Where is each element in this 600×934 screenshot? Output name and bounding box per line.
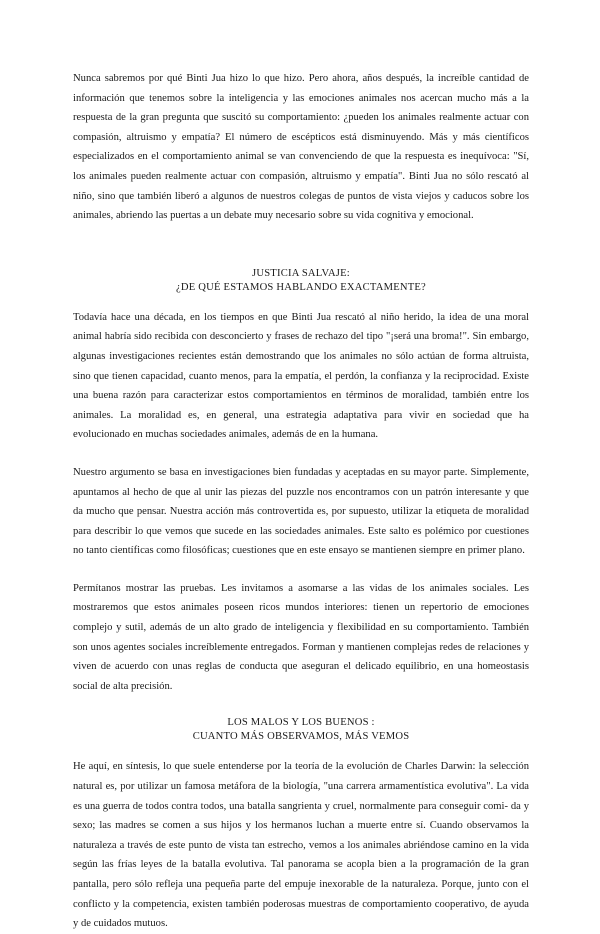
paragraph-pruebas: Permítanos mostrar las pruebas. Les invitamos a asomarse a las vidas de los animales sociales. Les mostraremos que estos animales poseen ricos mundos interiores: tienen un repertorio de emociones complejo y sutil, además de un alto grado de inteligencia y flexibilidad en su comportamiento. También son unos agentes sociales increíblemente entregados. Forman y mantienen complejas redes de relaciones y viven de acuerdo con unas reglas de conducta que aseguran el delicado equilibrio, en una homeostasis social de alta precisión. [73,582,529,692]
section-heading-line-1: JUSTICIA SALVAJE: [252,267,350,279]
section-heading-line-2: ¿DE QUÉ ESTAMOS HABLANDO EXACTAMENTE? [176,281,426,293]
section-heading-line-1: LOS MALOS Y LOS BUENOS : [227,717,375,729]
paragraph-intro: Nunca sabremos por qué Binti Jua hizo lo que hizo. Pero ahora, años después, la increíble cantidad de información que tenemos sobre la inteligencia y las emociones animales nos acercan mucho más a la respuesta de la gran pregunta que suscitó su comportamiento: ¿pueden los animales realmente actuar con compasión, altruismo y empatía? El número de escépticos está disminuyendo. Más y más científicos especializados en el comportamiento animal se van convenciendo de que la respuesta es inequívoca: "Sí, los animales pueden realmente actuar con compasión, altruismo y empatía". Binti Jua no sólo rescató al niño, sino que también liberó a algunos de nuestros colegas de puntos de vista viejos y caducos sobre los animales, abriendo las puertas a un debate muy necesario sobre su vida cognitiva y emocional. [73,73,529,222]
section-heading-line-2: CUANTO MÁS OBSERVAMOS, MÁS VEMOS [192,731,410,743]
paragraph-darwin: He aquí, en síntesis, lo que suele entenderse por la teoría de la evolución de Charles Darwin: la selección natural es, por utilizar un famosa metáfora de la biología, "una carrera armamentística evolutiva". La vida es una guerra de todos contra todos, una batalla sangrienta y cruel, normalmente para conseguir comi- da y sexo; las madres se comen a sus hijos y los hermanos luchan a muerte entre sí. Cuando observamos la naturaleza a través de este punto de vista tan estrecho, vemos a los animales abriéndose camino en la vida según las frías leyes de la batalla evolutiva. Tal panorama se acopla bien a la programación de la gran pantalla, pero sólo refleja una pequeña parte del empuje inexorable de la naturaleza. Porque, junto con el conflicto y la competencia, existen también poderosas muestras de comportamiento cooperativo, de ayuda y de cuidados mutuos. [73,761,529,930]
document-page [73,69,529,934]
paragraph-argumento: Nuestro argumento se basa en investigaciones bien fundadas y aceptadas en su mayor parte. Simplemente, apuntamos al hecho de que al unir las piezas del puzzle nos encontramos con un patrón interesante y que da mucho que pensar. Nuestra acción más controvertida es, por supuesto, utilizar la etiqueta de moralidad para describir lo que vemos que sucede en las sociedades animales. Este salto es polémico por cuestiones no tanto científicas como filosóficas; cuestiones que en este ensayo se mantienen siempre en primer plano. [73,466,529,557]
section-heading-justicia-salvaje [73,267,529,295]
paragraph-moral-animal: Todavía hace una década, en los tiempos en que Binti Jua rescató al niño herido, la idea de una moral animal habría sido recibida con desconcierto y frases de rechazo del tipo "¡será una broma!". Sin embargo, algunas investigaciones recientes están demostrando que los animales no sólo actúan de forma altruista, sino que tienen capacidad, cuanto menos, para la empatía, el perdón, la confianza y la reciprocidad. Existe una buena razón para caracterizar estos comportamientos en términos de moralidad, también entre los animales. La moralidad es, en general, una estrategia adaptativa para vivir en sociedad que ha evolucionado en muchas sociedades animales, además de en la humana. [73,311,529,441]
section-heading-malos-buenos [73,716,529,744]
